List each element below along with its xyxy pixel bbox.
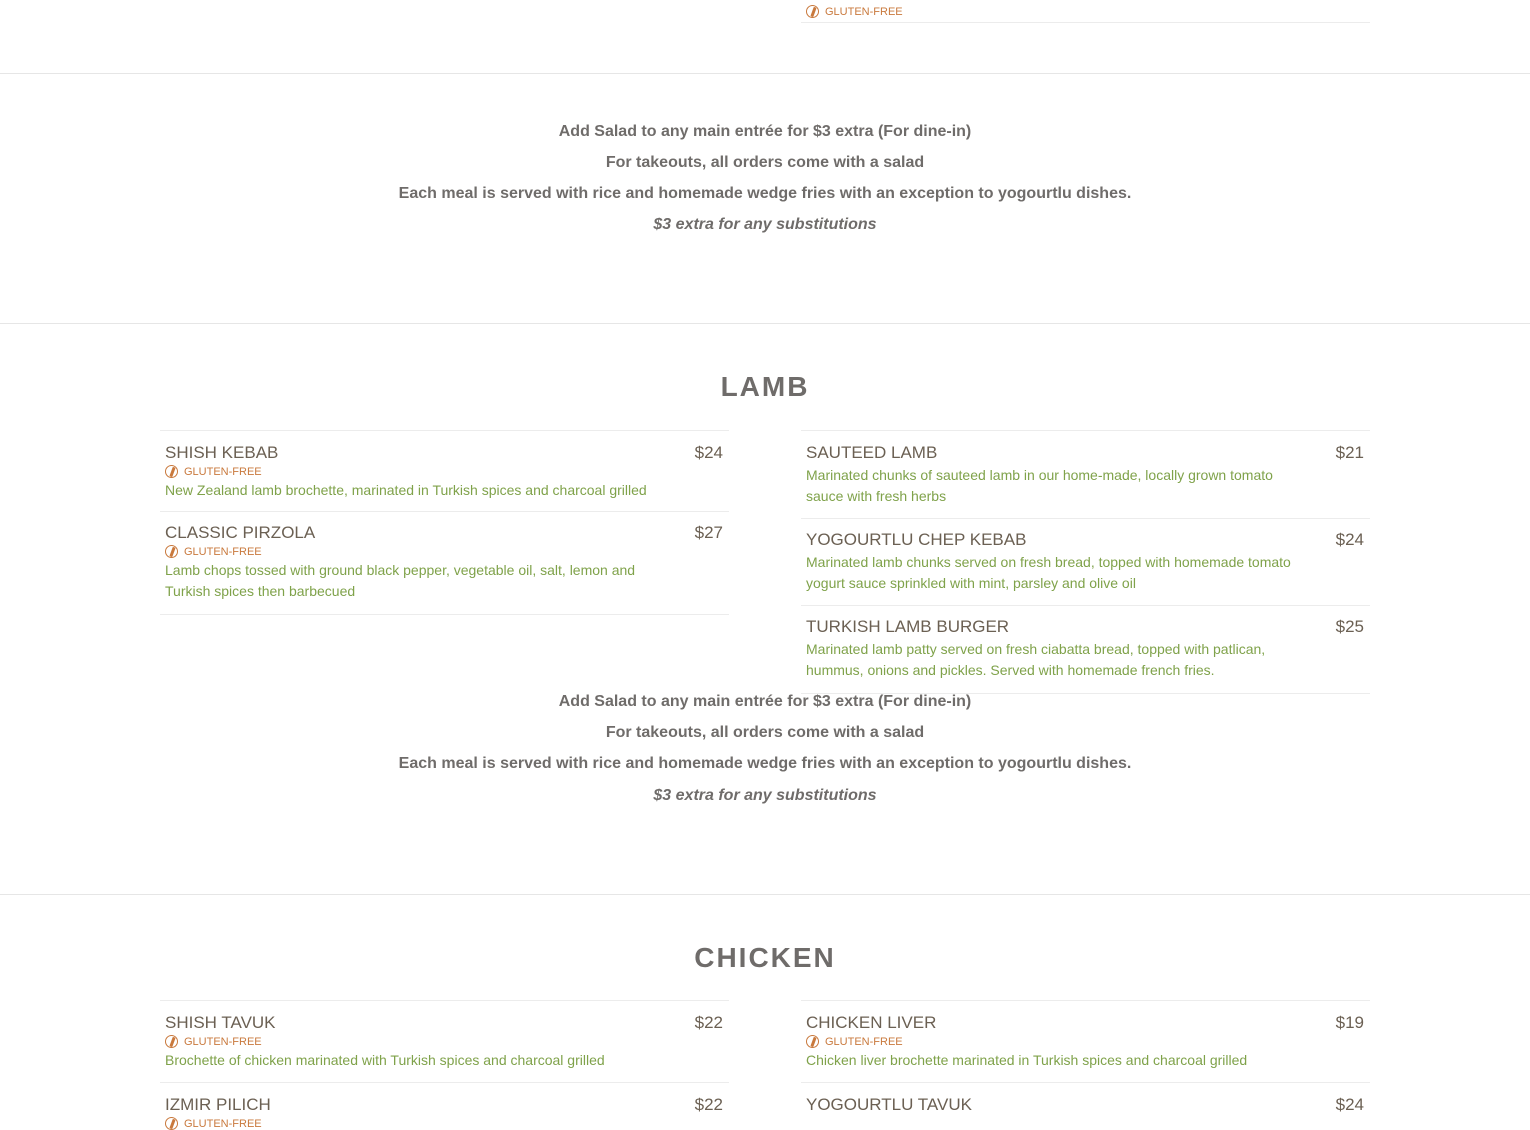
substitution-note: $3 extra for any substitutions <box>653 216 877 233</box>
gluten-free-tag <box>806 1035 903 1048</box>
divider <box>0 323 1530 324</box>
gluten-free-icon <box>165 1035 178 1048</box>
gluten-free-icon <box>165 465 178 478</box>
menu-item <box>160 430 729 512</box>
substitution-note: $3 extra for any substitutions <box>653 787 877 804</box>
menu-item <box>160 1083 729 1130</box>
menu-item <box>801 519 1370 606</box>
item-name: CHICKEN LIVER <box>806 1013 937 1032</box>
section-title-chicken: CHICKEN <box>694 942 836 973</box>
item-name: YOGOURTLU TAVUK <box>806 1095 972 1114</box>
item-name: SHISH TAVUK <box>165 1013 276 1032</box>
gluten-free-label: GLUTEN-FREE <box>825 5 903 18</box>
item-description: Marinated lamb chunks served on fresh bread, topped with homemade tomato yogurt sauce sprinkled with mint, parsley and olive oil <box>806 554 1291 591</box>
item-description: Lamb chops tossed with ground black pepper, vegetable oil, salt, lemon and Turkish spices then barbecued <box>165 562 636 599</box>
item-description: New Zealand lamb brochette, marinated in Turkish spices and charcoal grilled <box>165 482 647 498</box>
gluten-free-icon <box>806 1035 819 1048</box>
item-price: $22 <box>694 1095 723 1114</box>
menu-item <box>801 1000 1370 1083</box>
item-price: $24 <box>1335 1095 1364 1114</box>
salad-note: Add Salad to any main entrée for $3 extra (For dine-in) <box>558 693 972 710</box>
menu-item <box>160 512 729 615</box>
menu-item <box>801 430 1370 519</box>
item-price: $24 <box>694 443 723 462</box>
menu-item-partial <box>801 0 1370 23</box>
section-title-lamb: LAMB <box>720 371 810 402</box>
divider <box>0 894 1530 895</box>
gluten-free-tag <box>165 465 262 478</box>
item-name: IZMIR PILICH <box>165 1095 271 1114</box>
item-price: $21 <box>1335 443 1364 462</box>
item-price: $24 <box>1335 530 1364 549</box>
item-name: TURKISH LAMB BURGER <box>806 617 1010 636</box>
gluten-free-tag <box>806 5 903 18</box>
item-name: CLASSIC PIRZOLA <box>165 523 316 542</box>
gluten-free-icon <box>806 5 819 18</box>
gluten-free-label: GLUTEN-FREE <box>184 465 262 478</box>
item-name: SHISH KEBAB <box>165 443 279 462</box>
item-name: YOGOURTLU CHEP KEBAB <box>806 530 1027 549</box>
gluten-free-label: GLUTEN-FREE <box>184 545 262 558</box>
item-price: $19 <box>1335 1013 1364 1032</box>
meal-note: Each meal is served with rice and homemade wedge fries with an exception to yogourtlu dishes. <box>398 185 1132 202</box>
gluten-free-tag <box>165 1117 262 1130</box>
item-description: Chicken liver brochette marinated in Turkish spices and charcoal grilled <box>806 1052 1248 1068</box>
gluten-free-label: GLUTEN-FREE <box>184 1035 262 1048</box>
item-description: Brochette of chicken marinated with Turkish spices and charcoal grilled <box>165 1052 605 1068</box>
gluten-free-tag <box>165 1035 262 1048</box>
item-price: $27 <box>694 523 723 542</box>
takeout-note: For takeouts, all orders come with a salad <box>605 154 925 171</box>
gluten-free-label: GLUTEN-FREE <box>184 1117 262 1130</box>
gluten-free-label: GLUTEN-FREE <box>825 1035 903 1048</box>
gluten-free-tag <box>165 545 262 558</box>
salad-note: Add Salad to any main entrée for $3 extra (For dine-in) <box>558 123 972 140</box>
item-price: $22 <box>694 1013 723 1032</box>
menu-item <box>801 1083 1370 1121</box>
divider <box>0 73 1530 74</box>
item-name: SAUTEED LAMB <box>806 443 938 462</box>
item-description: Marinated lamb patty served on fresh ciabatta bread, topped with patlican, hummus, onions and pickles. Served with homemade french fries. <box>806 641 1266 678</box>
menu-item <box>160 1000 729 1083</box>
item-price: $25 <box>1335 617 1364 636</box>
takeout-note: For takeouts, all orders come with a salad <box>605 724 925 741</box>
meal-note: Each meal is served with rice and homemade wedge fries with an exception to yogourtlu dishes. <box>398 755 1132 772</box>
item-description: Marinated chunks of sauteed lamb in our home-made, locally grown tomato sauce with fresh herbs <box>806 467 1273 504</box>
gluten-free-icon <box>165 545 178 558</box>
gluten-free-icon <box>165 1117 178 1130</box>
menu-item <box>801 606 1370 694</box>
